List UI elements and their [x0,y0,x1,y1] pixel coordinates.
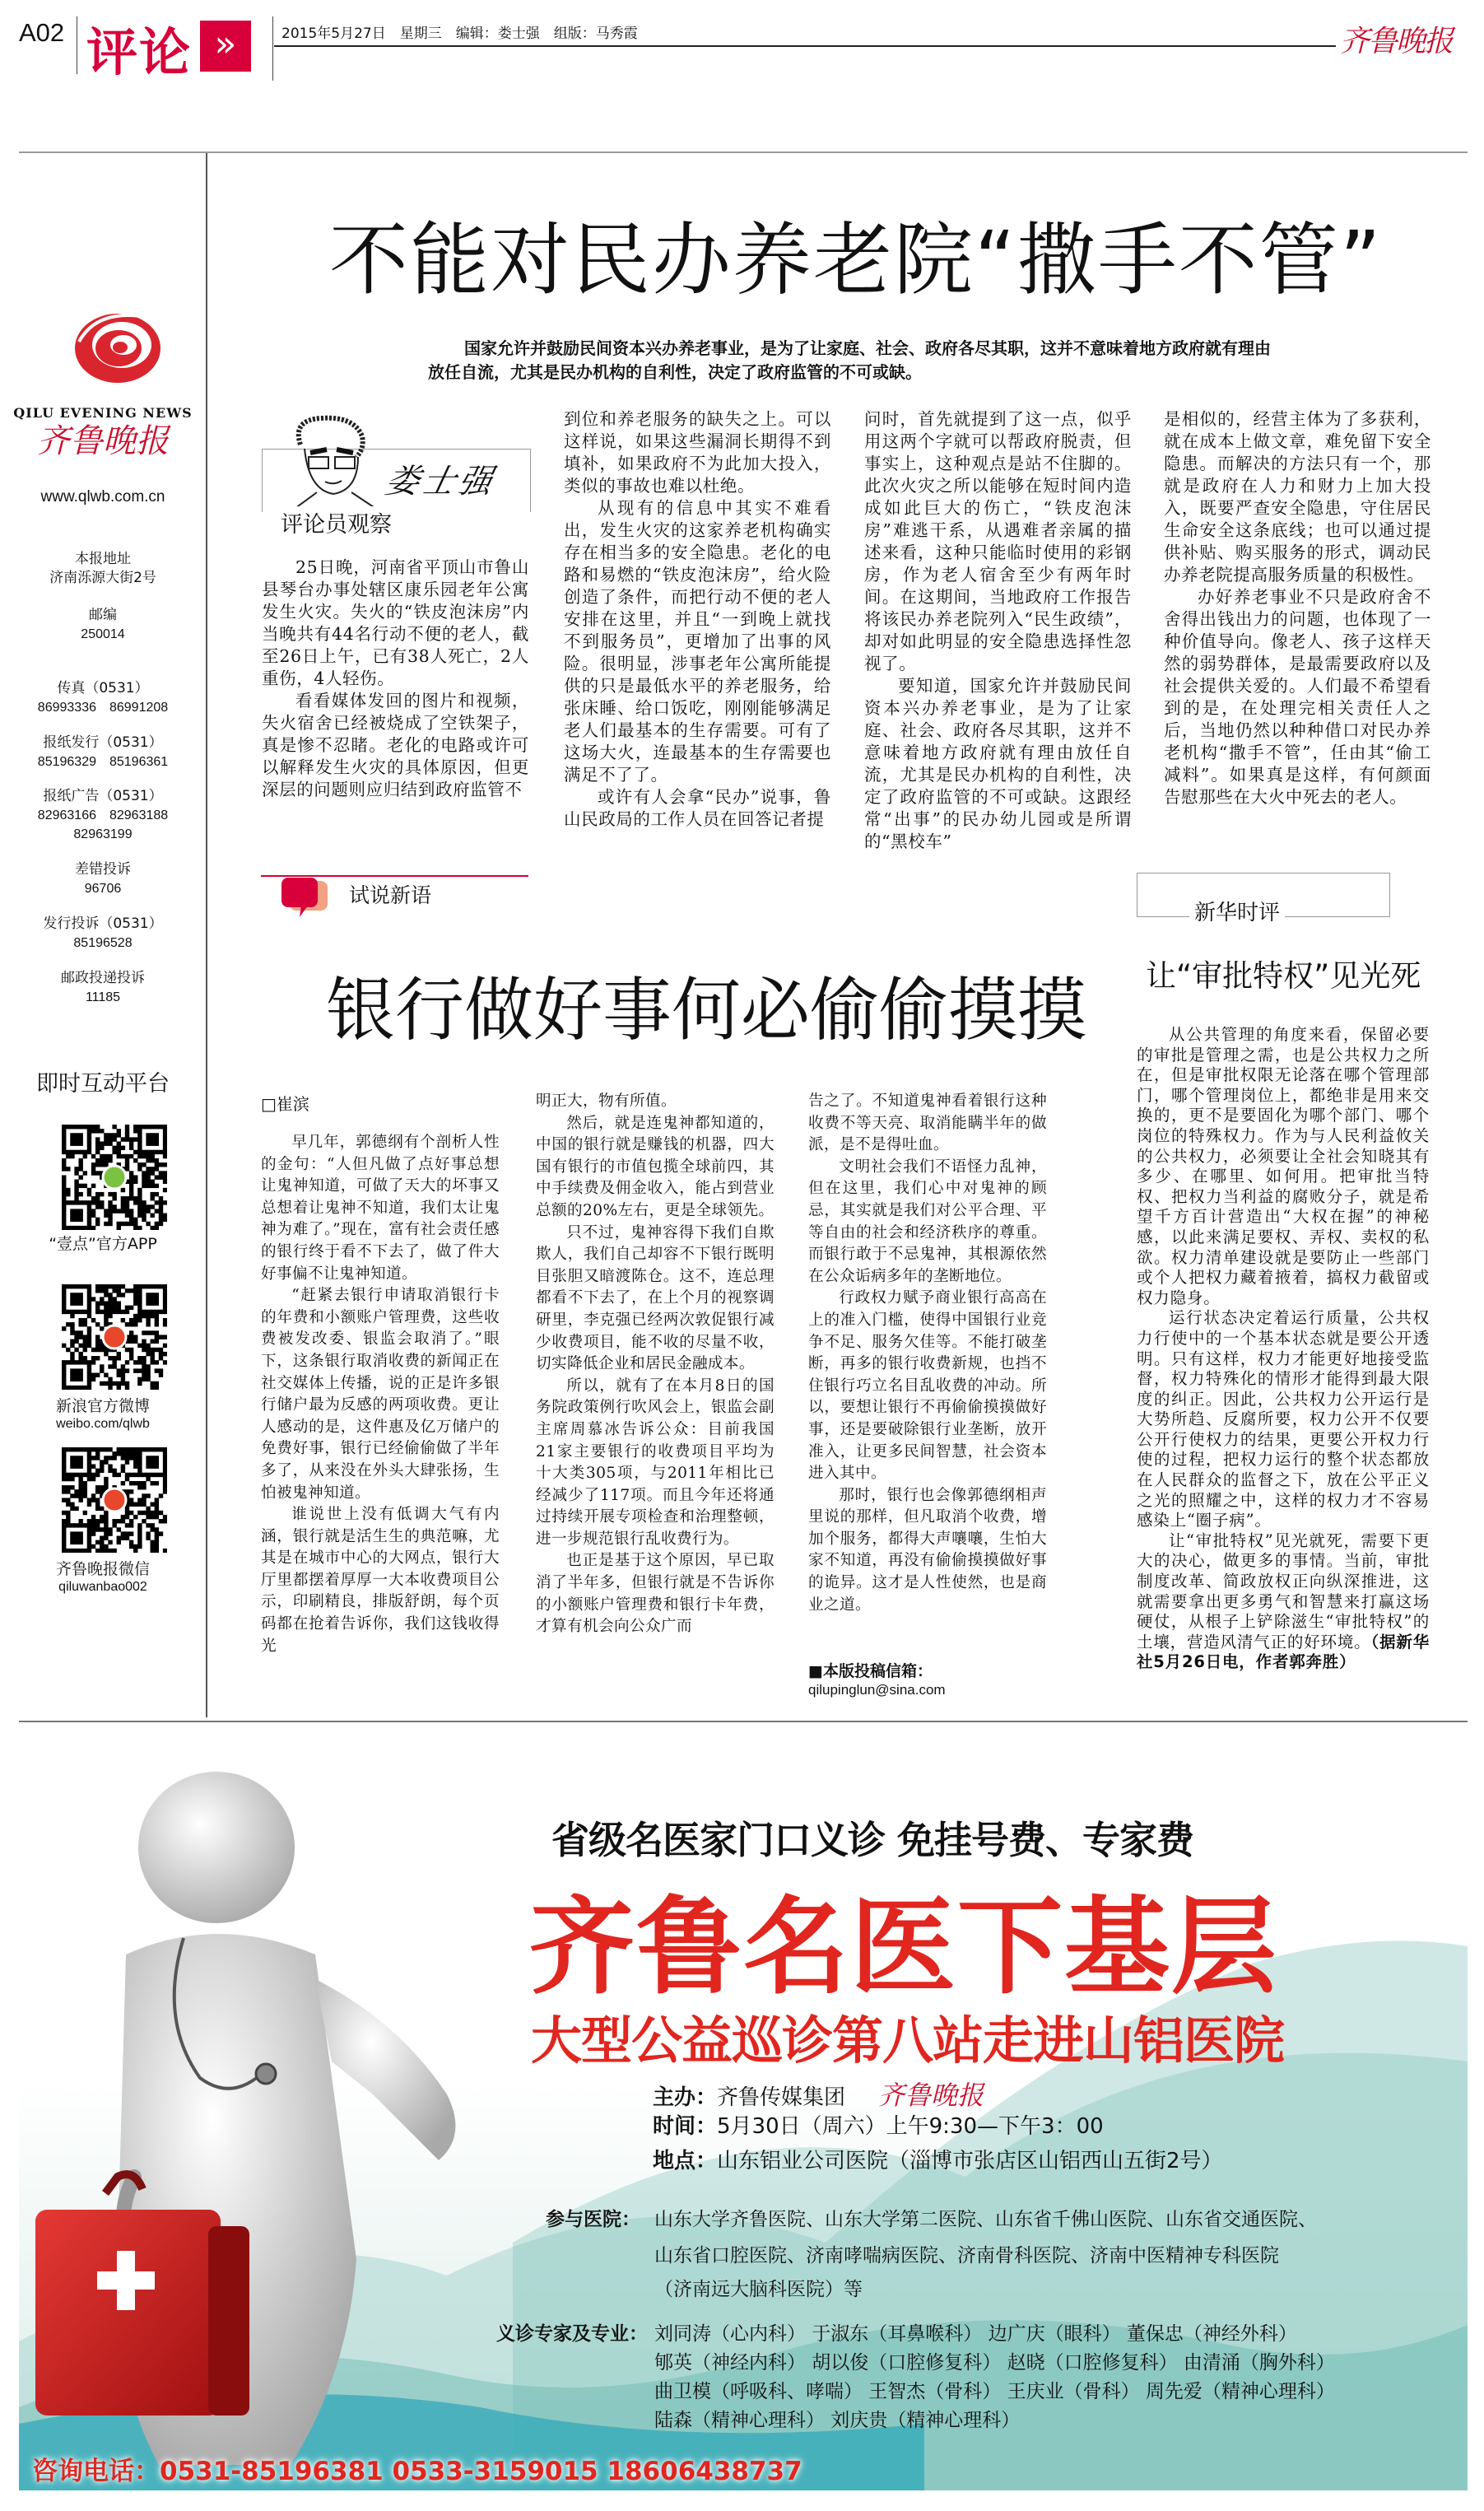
article1-lead: 国家允许并鼓励民间资本兴办养老事业，是为了让家庭、社会、政府各尽其职，这并不意味着地方政府就有理由放任自流，尤其是民办机构的自利性，决定了政府监管的不可或缺。 [428,338,1271,382]
qr-label-app: “壹点”官方APP [49,1235,157,1253]
page-number: A02 [19,18,65,47]
paragraph: 从公共管理的角度来看，保留必要的审批是管理之需，也是公共权力之所在，但是审批权限无论落在哪个管理部门，哪个管理岗位上，都绝非是用来交换的，更不是要固化为哪个部门、哪个岗位的特殊权力。作为与人民利益攸关的公共权力，必须要让全社会知晓其有多少、在哪里、如何用。把审批当特权、把权力当利益的腐败分子，就是希望千方百计营造出“大权在握”的神秘感，以此来满足要权、弄权、卖权的私欲。权力清单建设就是要防止一些部门或个人把权力藏着掖着，搞权力截留或权力隐身。 [1137,1025,1430,1307]
ad-hospital-line: 山东省口腔医院、济南哮喘病医院、济南骨科医院、济南中医精神专科医院 [654,2245,1279,2266]
contact-postcode: 邮编 250014 [81,607,125,641]
article2-headline: 银行做好事何必偷偷摸摸 [326,970,1087,1051]
ad-divider-rule [19,1721,1468,1722]
paragraph: 办好养老事业不只是政府舍不舍得出钱出力的问题，也体现了一种价值导向。像老人、孩子这样天然的弱势群体，是最需要政府以及社会提供关爱的。人们最不希望看到的是，在处理完相关责任人之后，当地仍然以种种借口对民办养老机构“撒手不管”，任由其“偷工减料”。如果真是这样，有何颜面告慰那些在大火中死去的老人。 [1164,587,1431,807]
ad-host-value: 齐鲁传媒集团 [717,2085,846,2110]
header-divider [272,16,273,81]
qr-label-weibo: 新浪官方微博 weibo.com/qlwb [55,1397,150,1431]
article3-body [1137,1025,1430,1673]
contact-distribution-complaint: 发行投诉（0531） 85196528 [43,915,163,950]
top-rule [19,151,1468,153]
paragraph: 然后，就是连鬼神都知道的，中国的银行就是赚钱的机器，四大国有银行的市值包揽全球前四，其中手续费及佣金收入，能占到营业总额的20%左右，更是全球领先。 [536,1114,775,1219]
section-title: 评论 [86,22,193,82]
ad-place-label: 地点： [653,2149,718,2173]
article1-column-1 [262,557,529,801]
article3-source: （据新华社5月26日电，作者郭奔胜） [1137,1632,1430,1672]
website-link[interactable]: www.qlwb.com.cn [40,488,165,505]
speech-bubble-icon [280,878,331,919]
article1-column-4 [1164,408,1431,808]
ad-subtitle: 大型公益巡诊第八站走进山铝医院 [531,2010,1285,2071]
paragraph [1137,1531,1430,1673]
paragraph: 告之了。不知道鬼神看着银行这种收费不等天亮、取消能瞒半年的做派，是不是得吐血。 [808,1092,1047,1154]
paragraph: 看看媒体发回的图片和视频，失火宿舍已经被烧成了空铁架子，真是惨不忍睹。老化的电路或许可以解释发生火灾的具体原因，但更深层的问题则应归结到政府监管不 [262,691,529,799]
contact-fax: 传真（0531） 86993336 86991208 [37,680,169,715]
ad-expert-line: 郇英（神经内科） 胡以俊（口腔修复科） 赵晓（口腔修复科） 由清涌（胸外科） [654,2352,1335,2374]
paragraph-text: 让“审批特权”见光就死，需要下更大的决心，做更多的事情。当前，审批制度改革、简政放权正向纵深推进，这就需要拿出更多勇气和智慧来打赢这场硬仗，从根子上铲除滋生“审批特权”的土壤，营造风清气正的好环境。 [1137,1530,1430,1651]
qr-code-weibo[interactable] [62,1284,167,1390]
paragraph: 所以，就有了在本月8日的国务院政策例行吹风会上，银监会副主席周慕冰告诉公众：目前我国21家主要银行的收费项目平均为十大类305项，与2011年相比已经减少了117项。而且今年还将通过持续开展专项检查和治理整顿，进一步规范银行乱收费行为。 [536,1377,775,1548]
section-arrow-icon: » [200,21,251,72]
ad-host [653,2075,984,2113]
paragraph: 运行状态决定着运行质量，公共权力行使中的一个基本状态就是要公开透明。只有这样，权力才能更好地接受监督，权力特殊化的情形才能得到最大限度的纠正。因此，公共权力公开运行是大势所趋、反腐所要，权力公开不仅要公开行使权力的结果，更要公开权力行使的过程，把权力运行的整个状态都放在人民群众的监督之下，放在公平正义之光的照耀之中，这样的权力才不容易感染上“圈子病”。 [1137,1308,1430,1530]
header-rule [274,45,1336,47]
ad-consult-phone: 咨询电话：0531-85196381 0533-3159015 18606438737 [32,2457,802,2486]
column-label-shishuoxinyu: 试说新语 [349,883,432,907]
interactive-platform-title: 即时互动平台 [36,1071,170,1097]
advertisement[interactable] [19,1749,1468,2490]
ad-experts-label: 义诊专家及专业： [496,2323,648,2345]
paragraph: 文明社会我们不语怪力乱神，但在这里，我们心中对鬼神的顾忌，其实就是我们对公平合理、平等自由的社会和经济秩序的尊重。而银行敢于不忌鬼神，其根源依然在公众诟病多年的垄断地位。 [808,1158,1047,1285]
paragraph: 是相似的，经营主体为了多获利，就在成本上做文章，难免留下安全隐患。而解决的方法只有一个，那就是政府在人力和财力上加大投入，既要严查安全隐患，守住居民生命安全这条底线；也可以通过提供补贴、购买服务的形式，调动民办养老院提高服务质量的积极性。 [1164,409,1431,585]
paragraph: 问时，首先就提到了这一点，似乎用这两个字就可以帮政府脱责，但事实上，这种观点是站不住脚的。此次火灾之所以能够在短时间内造成如此巨大的伤亡，“铁皮泡沫房”难逃干系，从遇难者亲属的描述来看，这种只能临时使用的彩钢房，作为老人宿舍至少有两年时间。在这期间，当地政府工作报告将该民办养老院列入“民生政绩”，却对如此明显的安全隐患选择性忽视了。 [864,409,1132,673]
ad-expert-line: 曲卫模（呼吸科、哮喘） 王智杰（骨科） 王庆业（骨科） 周先爱（精神心理科） [654,2381,1335,2402]
article1-headline: 不能对民办养老院“撒手不管” [329,214,1383,306]
doctor-figure-with-first-aid-kit-icon [19,1749,480,2490]
paragraph: 25日晚，河南省平顶山市鲁山县琴台办事处辖区康乐园老年公寓发生火灾。失火的“铁皮泡沫房”内当晚共有44名行动不便的老人，截至26日上午，已有38人死亡，2人重伤，4人轻伤。 [262,557,529,688]
contact-address: 本报地址 济南泺源大街2号 [49,551,156,586]
dateline: 2015年5月27日 星期三 编辑：娄士强 组版：马秀霞 [281,26,638,42]
article1-column-2 [564,408,831,831]
ad-host-logo: 齐鲁晚报 [878,2080,984,2111]
paragraph: 也正是基于这个原因，早已取消了半年多，但银行就是不告诉你的小额账户管理费和银行卡年费，才算有机会向公众广而 [536,1552,775,1636]
logo-chinese: 齐鲁晚报 [37,422,169,460]
contact-distribution: 报纸发行（0531） 85196329 85196361 [37,734,169,769]
column-label-commentator: 评论员观察 [276,506,397,538]
ad-place-value: 山东铝业公司医院（淄博市张店区山铝西山五街2号） [717,2149,1223,2173]
ad-host-label: 主办： [653,2085,718,2110]
paragraph: 行政权力赋予商业银行高高在上的准入门槛，使得中国银行业竞争不足、服务欠佳等。不能打破垄断，再多的银行收费新规，也挡不住银行巧立名目乱收费的冲动。所以，要想让银行不再偷偷摸摸做好事，还是要破除银行业垄断，放开准入，让更多民间智慧，社会资本进入其中。 [808,1289,1047,1483]
ad-hospitals-label: 参与医院： [546,2209,640,2230]
sidebar-divider [206,153,207,1717]
article3-headline: 让“审批特权”见光死 [1146,958,1421,994]
article1-column-3 [864,408,1132,853]
contact-postal-complaint: 邮政投递投诉 11185 [61,970,145,1004]
contact-advertising: 报纸广告（0531） 82963166 82963188 82963199 [37,788,169,841]
newspaper-logo: 齐鲁晚报 [1340,25,1453,58]
paragraph: 到位和养老服务的缺失之上。可以这样说，如果这些漏洞长期得不到填补，如果政府不为此加大投入，类似的事故也难以杜绝。 [564,409,831,496]
contact-error-complaint: 差错投诉 96706 [75,861,131,896]
paragraph: “赶紧去银行申请取消银行卡的年费和小额账户管理费，这些收费被发改委、银监会取消了。”眼下，这条银行取消收费的新闻正在社交媒体上传播，说的正是许多银行储户最为反感的两项收费。更让人感动的是，这件惠及亿万储户的免费好事，银行已经偷偷做了半年多了，从来没在外头大肆张扬，生怕被鬼神知道。 [261,1287,500,1502]
ad-slogan: 省级名医家门口义诊 免挂号费、专家费 [551,1818,1194,1862]
submission-mailbox-label: ■本版投稿信箱： [808,1662,933,1680]
paragraph: 只不过，鬼神容得下我们自欺欺人，我们自己却容不下银行既明目张胆又暗渡陈仓。这不，连总理都看不下去了，在上个月的视察调研里，李克强已经两次敦促银行减少收费项目，能不收的尽量不收，切实降低企业和居民金融成本。 [536,1223,775,1373]
paragraph: 谁说世上没有低调大气有内涵，银行就是活生生的典范嘛，尤其是在城市中心的大网点，银行大厅里都摆着厚厚一大本收费项目公示，印刷精良，排版舒朗，每个页码都在抢着告诉你，我们这钱收得光 [261,1506,500,1655]
paragraph: 那时，银行也会像郭德纲相声里说的那样，但凡取消个收费，增加个服务，都得大声嚷嚷，生怕大家不知道，再没有偷偷摸摸做好事的诡异。这才是人性使然，也是商业之道。 [808,1486,1047,1614]
ad-time [653,2109,1104,2140]
paragraph: 或许有人会拿“民办”说事，鲁山民政局的工作人员在回答记者提 [564,787,831,829]
article2-author: □崔滨 [261,1094,309,1114]
qr-code-wechat[interactable] [62,1447,167,1553]
section-rule [261,875,528,877]
ad-time-value: 5月30日（周六）上午9:30—下午3：00 [717,2114,1104,2139]
paragraph: 从现有的信息中其实不难看出，发生火灾的这家养老机构确实存在相当多的安全隐患。老化的电路和易燃的“铁皮泡沫房”，给火险创造了条件，而把行动不便的老人安排在这里，并且“一到晚上就找不到服务员”，更增加了出事的风险。很明显，涉事老年公寓所能提供的只是最低水平的养老服务，给张床睡、给口饭吃，刚刚能够满足老人们最基本的生存需要。可有了这场大火，连最基本的生存需要也满足不了了。 [564,498,831,785]
paragraph: 要知道，国家允许并鼓励民间资本兴办养老事业，是为了让家庭、社会、政府各尽其职，这并不意味着地方政府就有理由放任自流，尤其是民办机构的自利性，决定了政府监管的不可或缺。这跟经常“出事”的民办幼儿园或是所谓的“黑校车” [864,676,1132,851]
article2-column-2 [536,1091,775,1638]
paragraph: 明正大，物有所值。 [536,1092,677,1110]
paragraph: 早几年，郭德纲有个剖析人性的金句：“人但凡做了点好事总想让鬼神知道，可做了天大的坏事又总想着让鬼神不知道，我们太让鬼神为难了。”现在，富有社会责任感的银行终于看不下去了，做了件大好事偏不让鬼神知道。 [261,1134,500,1283]
commentator-caricature-icon [276,412,383,510]
ad-place [653,2144,1223,2174]
commentator-signature: 娄士强 [382,463,500,501]
ad-time-label: 时间： [653,2114,718,2139]
column-label-xinhua: 新华时评 [1189,896,1285,926]
article2-column-3 [808,1091,1047,1616]
logo-english: QILU EVENING NEWS [13,405,193,421]
submission-email-link[interactable]: qilupinglun@sina.com [808,1682,946,1698]
ad-title: 齐鲁名医下基层 [529,1886,1279,2009]
qr-label-wechat: 齐鲁晚报微信 qiluwanbao002 [55,1560,150,1594]
ad-hospital-line: （济南远大脑科医院）等 [654,2279,863,2300]
newspaper-swirl-logo-icon [72,309,163,387]
ad-expert-line: 陆森（精神心理科） 刘庆贵（精神心理科） [654,2410,1021,2431]
ad-expert-line: 刘同涛（心内科） 于淑东（耳鼻喉科） 边广庆（眼科） 董保忠（神经外科） [654,2323,1297,2345]
article2-column-1 [261,1132,500,1657]
qr-code-app[interactable] [62,1125,167,1230]
ad-hospital-line: 山东大学齐鲁医院、山东大学第二医院、山东省千佛山医院、山东省交通医院、 [654,2209,1317,2230]
